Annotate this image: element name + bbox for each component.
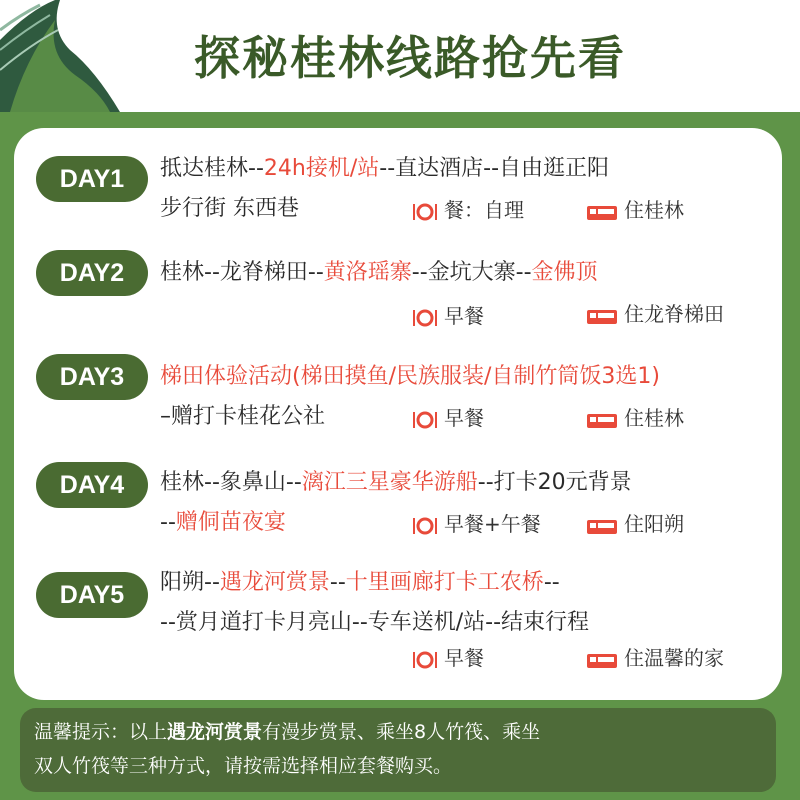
- bed-icon: [586, 516, 618, 536]
- day5-line1-highlight: 十里画廊打卡工农桥: [345, 570, 544, 595]
- day3-line1-highlight: 梯田体验活动(梯田摸鱼/民族服装/自制竹筒饭3选1): [160, 364, 660, 389]
- day5-line1-highlight: 遇龙河赏景: [219, 570, 330, 595]
- day4-stay: [586, 509, 684, 539]
- day5-line1-seg: --: [329, 570, 346, 595]
- day4-line1-seg: 桂林--象鼻山--: [160, 470, 302, 495]
- tip-box: [20, 708, 776, 792]
- day1-meal: [412, 195, 524, 225]
- bed-icon: [586, 650, 618, 670]
- day2-badge: DAY2: [36, 250, 148, 296]
- day5-line2: --赏月道打卡月亮山--专车送机/站--结束行程: [160, 610, 590, 635]
- day2-line1-highlight: 黄洛瑶寨: [323, 260, 412, 285]
- day1-line1-seg: --直达酒店--自由逛正阳: [379, 156, 610, 181]
- day5-stay-text: 住温馨的家: [624, 646, 724, 670]
- tip-bold: 遇龙河赏景: [167, 721, 263, 743]
- day5-badge: DAY5: [36, 572, 148, 618]
- day4-line2-highlight: 赠侗苗夜宴: [175, 510, 286, 535]
- day1-stay-text: 住桂林: [624, 198, 684, 222]
- day1-meal-text: 餐：自理: [444, 198, 524, 222]
- day5-meal-text: 早餐: [444, 646, 484, 670]
- bed-icon: [586, 202, 618, 222]
- day4-line2-seg: --: [160, 510, 176, 535]
- day4-line1: [160, 468, 632, 498]
- day3-badge: DAY3: [36, 354, 148, 400]
- day4-stay-text: 住阳朔: [624, 512, 684, 536]
- day2-meal-text: 早餐: [444, 304, 484, 328]
- day4-line1-highlight: 漓江三星豪华游船: [301, 470, 478, 495]
- meal-icon: [412, 202, 438, 222]
- day2-meal: [412, 301, 484, 331]
- day1-line1: [160, 154, 609, 184]
- tip-line2: 双人竹筏等三种方式，请按需选择相应套餐购买。: [34, 755, 453, 777]
- day5-stay: [586, 643, 724, 673]
- day1-stay: [586, 195, 684, 225]
- day2-line1-highlight: 金佛顶: [531, 260, 598, 285]
- day4-line1-seg: --打卡20元背景: [477, 470, 632, 495]
- day4-line2: [160, 508, 286, 538]
- tip-line1: [34, 718, 540, 746]
- day3-stay-text: 住桂林: [624, 406, 684, 430]
- day1-line1-seg: 抵达桂林--: [160, 156, 264, 181]
- day5-line1: [160, 568, 560, 598]
- tip-prefix: 温馨提示：以上: [34, 721, 168, 743]
- header: [0, 0, 800, 112]
- day2-line1-seg: 桂林--龙脊梯田--: [160, 260, 324, 285]
- day2-line1: [160, 258, 598, 288]
- day2-line1-seg: --金坑大寨--: [411, 260, 532, 285]
- mountain-decoration-icon: [0, 0, 140, 112]
- day3-meal-text: 早餐: [444, 406, 484, 430]
- day2-stay-text: 住龙脊梯田: [624, 302, 724, 326]
- tip-suffix: 有漫步赏景、乘坐8人竹筏、乘坐: [262, 721, 541, 743]
- day5-line1-seg: 阳朔--: [160, 570, 220, 595]
- meal-icon: [412, 516, 438, 536]
- meal-icon: [412, 308, 438, 328]
- day3-stay: [586, 403, 684, 433]
- day1-badge: DAY1: [36, 156, 148, 202]
- day1-line1-highlight: 24h接机/站: [263, 156, 380, 181]
- day5-meal: [412, 643, 484, 673]
- day4-badge: DAY4: [36, 462, 148, 508]
- day2-stay: [586, 299, 724, 329]
- page-title: 探秘桂林线路抢先看: [194, 31, 626, 85]
- day5-line1-seg: --: [543, 570, 560, 595]
- day3-line1: [160, 362, 660, 392]
- meal-icon: [412, 650, 438, 670]
- meal-icon: [412, 410, 438, 430]
- day4-meal-text: 早餐+午餐: [444, 512, 541, 536]
- day3-meal: [412, 403, 484, 433]
- day3-line2: –赠打卡桂花公社: [160, 404, 326, 429]
- day1-line2: 步行街 东西巷: [160, 196, 299, 221]
- bed-icon: [586, 306, 618, 326]
- day4-meal: [412, 509, 541, 539]
- bed-icon: [586, 410, 618, 430]
